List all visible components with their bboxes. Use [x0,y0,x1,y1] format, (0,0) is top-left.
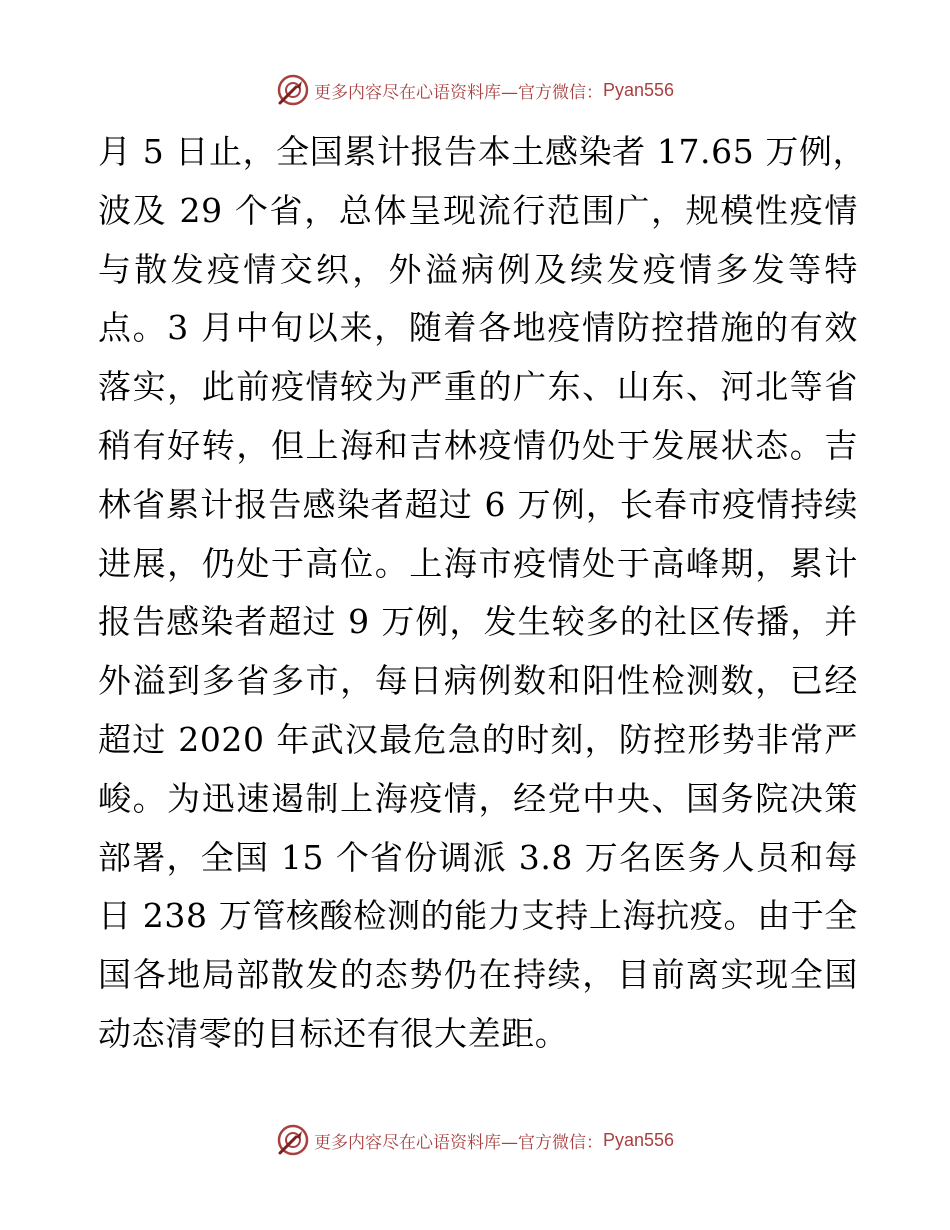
brand-logo-icon [276,1123,310,1157]
text-line: 部署，全国 15 个省份调派 3.8 万名医务人员和每 [98,837,858,877]
footer-wechat-handle: Pyan556 [602,1129,675,1150]
text-line: 落实，此前疫情较为严重的广东、山东、河北等省 [98,367,858,407]
text-line: 动态清零的目标还有很大差距。 [98,1013,569,1053]
brand-logo-icon [276,73,310,107]
text-line: 峻。为迅速遏制上海疫情，经党中央、国务院决策 [98,778,858,818]
text-line: 林省累计报告感染者超过 6 万例，长春市疫情持续 [98,484,858,524]
header-wechat-handle: Pyan556 [602,79,675,100]
text-line: 日 238 万管核酸检测的能力支持上海抗疫。由于全 [98,896,858,936]
footer-banner-text: 更多内容尽在心语资料库—官方微信： [313,1132,603,1153]
header-banner-text: 更多内容尽在心语资料库—官方微信： [313,82,603,103]
text-line: 与散发疫情交织，外溢病例及续发疫情多发等特 [98,249,858,289]
text-line: 月 5 日止，全国累计报告本土感染者 17.65 万例， [98,132,867,171]
header-banner [0,70,950,110]
text-line: 报告感染者超过 9 万例，发生较多的社区传播，并 [98,602,858,642]
text-line: 超过 2020 年武汉最危急的时刻，防控形势非常严 [98,719,858,759]
text-line: 波及 29 个省，总体呈现流行范围广，规模性疫情 [98,190,858,230]
document-body [98,123,867,1064]
text-line: 进展，仍处于高位。上海市疫情处于高峰期，累计 [98,543,858,583]
text-line: 外溢到多省多市，每日病例数和阳性检测数，已经 [98,661,858,701]
text-line: 国各地局部散发的态势仍在持续，目前离实现全国 [98,955,858,995]
footer-banner [0,1120,950,1160]
text-line: 稍有好转，但上海和吉林疫情仍处于发展状态。吉 [98,425,858,465]
text-line: 点。3 月中旬以来，随着各地疫情防控措施的有效 [98,308,858,348]
